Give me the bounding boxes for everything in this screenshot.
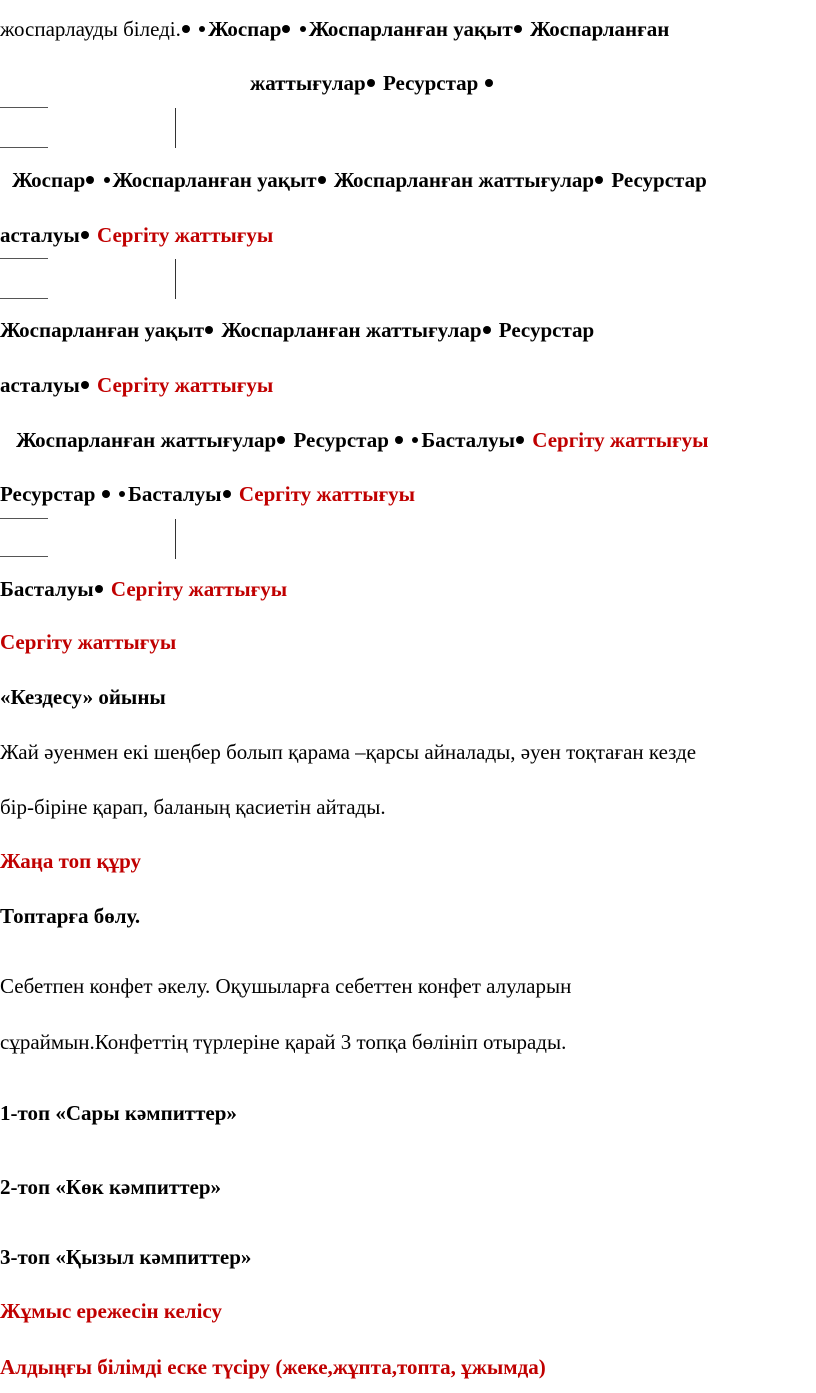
bullet-icon: [395, 436, 403, 444]
heading-resources: Ресурстар: [293, 428, 389, 452]
heading-start: асталуы: [0, 223, 80, 247]
bullet-icon: [282, 25, 290, 33]
heading-start: Басталуы: [421, 428, 516, 452]
heading-plan: Жоспар: [12, 168, 86, 192]
group-item: 3-топ «Қызыл кәмпиттер»: [0, 1245, 252, 1269]
bullet-icon: [182, 25, 190, 33]
heading-start: Басталуы: [0, 577, 94, 601]
bullet-icon: [412, 437, 418, 443]
plan-row-8: [0, 481, 415, 507]
heading-exercises: жаттығулар: [250, 71, 366, 95]
heading-planned-time: Жоспарланған уақыт: [0, 318, 205, 342]
divider-line: [175, 519, 176, 559]
plan-row-7: [16, 427, 709, 453]
plan-row-1: [0, 16, 669, 42]
section-heading-recall: Алдыңғы білімді еске түсіру (жеке,жұпта,топта, ұжымда): [0, 1355, 546, 1379]
section-heading-new-group: Жаңа топ құру: [0, 849, 141, 873]
heading-refresh-exercise: Сергіту жаттығуы: [97, 373, 274, 397]
heading-plan: Жоспар: [208, 17, 282, 41]
bullet-icon: [104, 177, 110, 183]
paragraph-line: сұраймын.Конфеттің түрлеріне қарай 3 топқа бөлініп отырады.: [0, 1030, 567, 1054]
bullet-icon: [485, 79, 493, 87]
bullet-icon: [81, 231, 89, 239]
heading-start: асталуы: [0, 373, 80, 397]
heading-refresh-exercise: Сергіту жаттығуы: [238, 482, 416, 506]
plan-row-6: [0, 372, 273, 398]
bullet-icon: [318, 176, 326, 184]
divider-line: [0, 258, 48, 259]
bullet-icon: [119, 491, 125, 497]
divider-line: [0, 298, 48, 299]
divider-line: [175, 259, 176, 299]
heading-refresh-exercise: Сергіту жаттығуы: [97, 223, 274, 247]
bullet-icon: [595, 176, 603, 184]
heading-resources: Ресурстар: [498, 318, 595, 342]
bullet-icon: [277, 436, 285, 444]
plan-row-5: [0, 317, 594, 343]
bullet-icon: [300, 26, 306, 32]
bullet-icon: [483, 326, 491, 334]
subheading-grouping: Топтарға бөлу.: [0, 904, 141, 928]
plan-row-2: [250, 70, 496, 96]
heading-refresh-exercise: Сергіту жаттығуы: [110, 577, 288, 601]
plan-row-4: [0, 222, 273, 248]
bullet-icon: [102, 490, 110, 498]
divider-line: [175, 108, 176, 148]
text-fragment: жоспарлауды біледі.: [0, 17, 181, 41]
heading-planned-time: Жоспарланған уақыт: [112, 168, 317, 192]
group-item: 1-топ «Сары кәмпиттер»: [0, 1101, 237, 1125]
paragraph-line: Себетпен конфет әкелу. Оқушыларға себеттен конфет алуларын: [0, 974, 572, 998]
divider-line: [0, 518, 48, 519]
bullet-icon: [81, 381, 89, 389]
section-heading-rules: Жұмыс ережесін келісу: [0, 1299, 222, 1323]
plan-row-3: [12, 167, 707, 193]
heading-planned: Жоспарланған: [530, 17, 670, 41]
divider-line: [0, 556, 48, 557]
bullet-icon: [199, 26, 205, 32]
section-heading-refresh: Сергіту жаттығуы: [0, 630, 177, 654]
divider-line: [0, 147, 48, 148]
heading-planned-time: Жоспарланған уақыт: [308, 17, 513, 41]
paragraph-line: бір-біріне қарап, баланың қасиетін айтады.: [0, 795, 386, 819]
group-item: 2-топ «Көк кәмпиттер»: [0, 1175, 222, 1199]
heading-planned-exercises: Жоспарланған жаттығулар: [221, 318, 482, 342]
heading-resources: Ресурстар: [382, 71, 479, 95]
paragraph-line: Жай әуенмен екі шеңбер болып қарама –қарсы айналады, әуен тоқтаған кезде: [0, 740, 697, 764]
heading-planned-exercises: Жоспарланған жаттығулар: [333, 168, 595, 192]
game-title: «Кездесу» ойыны: [0, 685, 166, 709]
heading-resources: Ресурстар: [611, 168, 707, 192]
bullet-icon: [95, 585, 103, 593]
heading-start: Басталуы: [127, 482, 222, 506]
heading-planned-exercises: Жоспарланған жаттығулар: [16, 428, 277, 452]
divider-line: [0, 107, 48, 108]
heading-refresh-exercise: Сергіту жаттығуы: [532, 428, 709, 452]
bullet-icon: [223, 490, 231, 498]
heading-resources: Ресурстар: [0, 482, 96, 506]
plan-row-9: [0, 576, 287, 602]
bullet-icon: [514, 25, 522, 33]
bullet-icon: [516, 436, 524, 444]
bullet-icon: [205, 326, 213, 334]
bullet-icon: [86, 176, 94, 184]
bullet-icon: [367, 79, 375, 87]
